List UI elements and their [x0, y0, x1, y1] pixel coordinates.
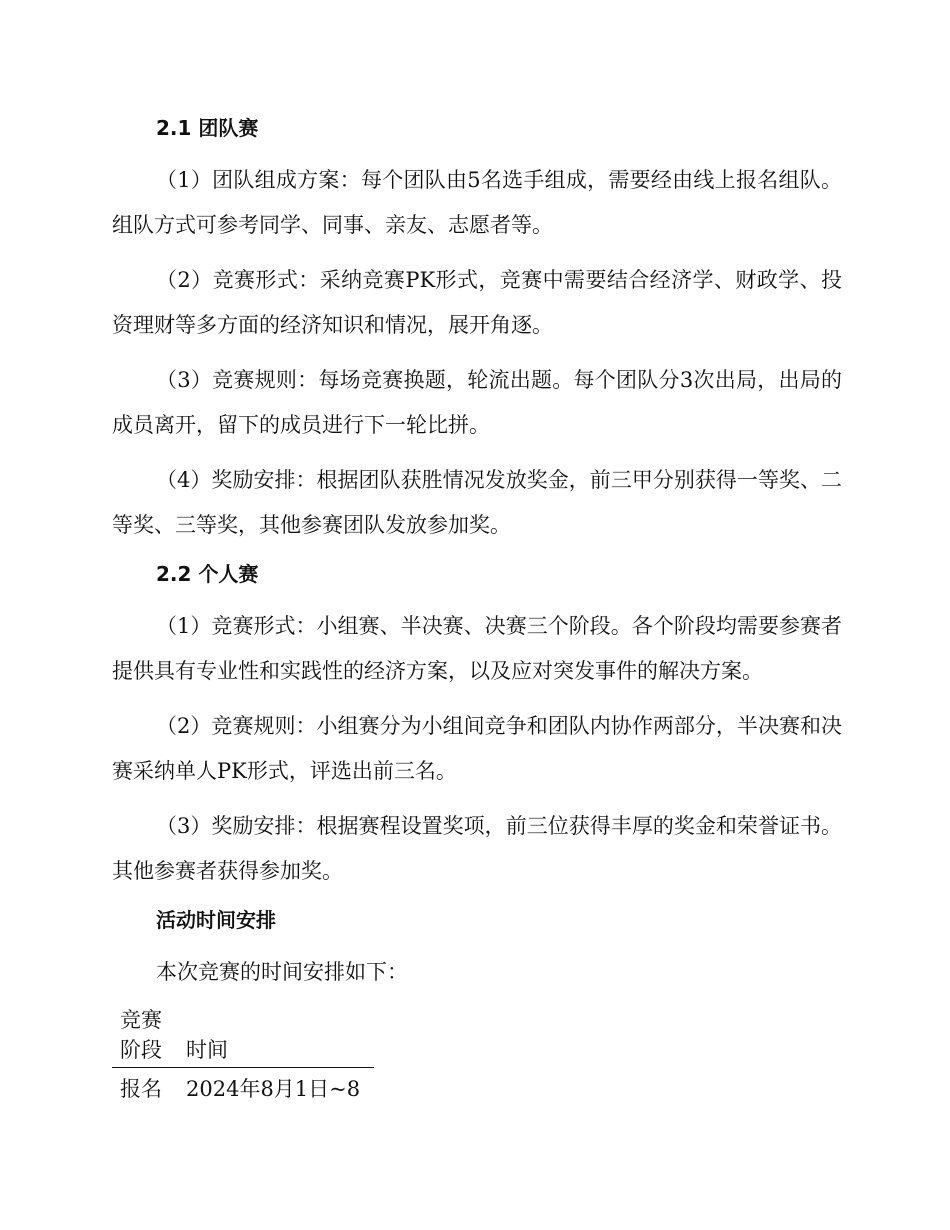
document-body [112, 112, 842, 1104]
paragraph: （1）竞赛形式：小组赛、半决赛、决赛三个阶段。各个阶段均需要参赛者提供具有专业性和实践性的经济方案，以及应对突发事件的解决方案。 [112, 614, 842, 683]
section-heading-schedule: 活动时间安排 [156, 908, 276, 932]
paragraph: （2）竞赛形式：采纳竞赛PK形式，竞赛中需要结合经济学、财政学、投资理财等多方面的经济知识和情况，展开角逐。 [112, 268, 842, 337]
table-row [112, 1068, 374, 1104]
table-cell-stage: 报名 [120, 1077, 162, 1101]
table-header-stage-line1: 竞赛 [120, 1008, 162, 1032]
paragraph: （1）团队组成方案：每个团队由5名选手组成，需要经由线上报名组队。组队方式可参考同学、同事、亲友、志愿者等。 [112, 168, 842, 237]
paragraph: （4）奖励安排：根据团队获胜情况发放奖金，前三甲分别获得一等奖、二等奖、三等奖，其他参赛团队发放参加奖。 [112, 468, 842, 537]
table-header-stage-line2: 阶段 [120, 1038, 162, 1062]
paragraph: （2）竞赛规则：小组赛分为小组间竞争和团队内协作两部分，半决赛和决赛采纳单人PK形式，评选出前三名。 [112, 714, 842, 783]
section-heading-team: 2.1 团队赛 [156, 116, 259, 140]
table-header-row [112, 1005, 374, 1068]
table-header-time [182, 1005, 374, 1065]
schedule-table [112, 1005, 374, 1104]
section-heading-individual: 2.2 个人赛 [156, 562, 259, 586]
paragraph: （3）奖励安排：根据赛程设置奖项，前三位获得丰厚的奖金和荣誉证书。其他参赛者获得参加奖。 [112, 814, 842, 883]
paragraph: 本次竞赛的时间安排如下： [156, 960, 408, 984]
paragraph: （3）竞赛规则：每场竞赛换题，轮流出题。每个团队分3次出局，出局的成员离开，留下的成员进行下一轮比拼。 [112, 368, 842, 437]
table-header-time-label: 时间 [186, 1038, 228, 1062]
table-cell-time: 2024年8月1日~8 [186, 1077, 361, 1101]
table-header-stage [112, 1005, 182, 1065]
